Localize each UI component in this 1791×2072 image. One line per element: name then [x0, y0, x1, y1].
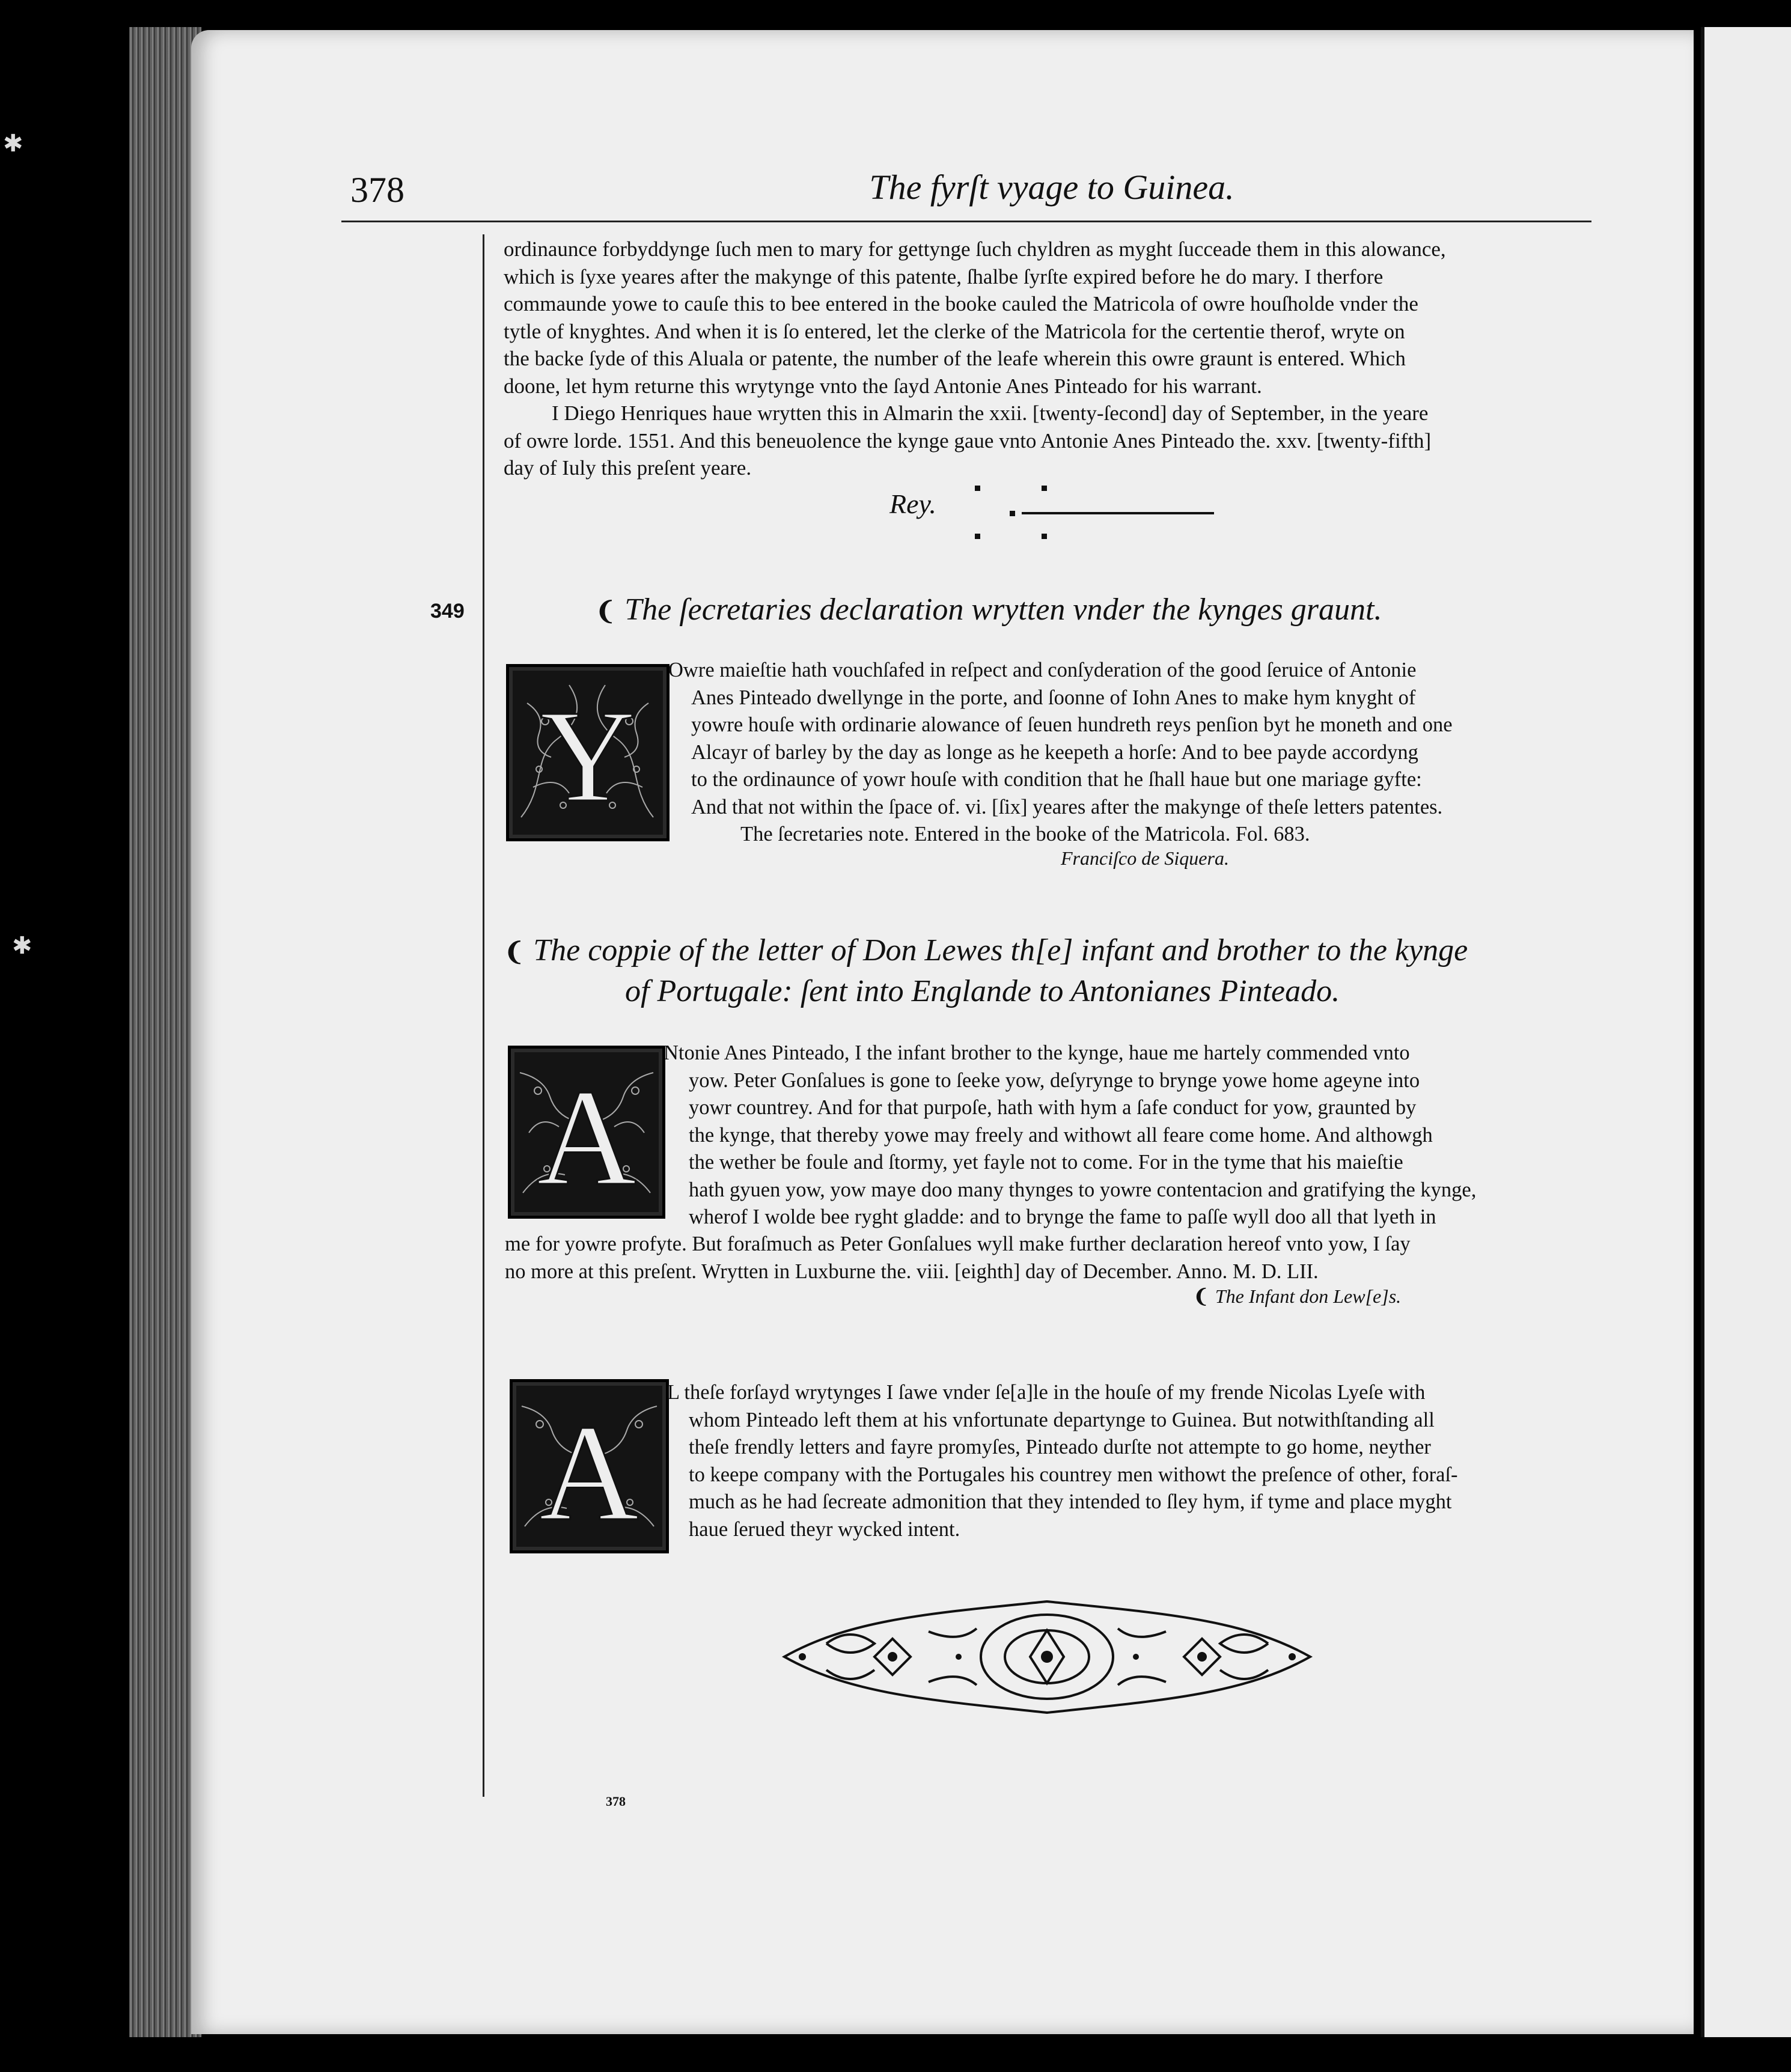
footer-folio: 378 [606, 1794, 626, 1809]
book-page-edges [129, 27, 201, 2037]
section-heading-letter: ❨ The coppie of the letter of Don Lewes th[e] infant and brother to the kynge [504, 933, 1468, 967]
signature-mark [1010, 511, 1015, 516]
secretaries-note: The ſecretaries note. Entered in the booke of the Matricola. Fol. 683. [740, 823, 1310, 846]
letter-paragraph-continued [505, 1231, 1591, 1285]
margin-page-number: 349 [430, 600, 465, 623]
text-line: Anes Pinteado dwellynge in the porte, and ſoonne of Iohn Anes to make hym knyght of [691, 686, 1416, 709]
text-line: I Diego Henriques haue wrytten this in Almarin the xxii. [twenty-ſecond] day of September, in the yeare [552, 401, 1429, 425]
text-line: wherof I wolde bee ryght gladde: and to brynge the fame to paſſe wyll doo all that lyeth in [689, 1205, 1436, 1228]
text-line: whom Pinteado left them at his vnfortunate departynge to Guinea. But notwithſtanding all [689, 1408, 1435, 1431]
text-line: the wether be foule and ſtormy, yet fayle not to come. For in the tyme that his maieſtie [689, 1151, 1403, 1174]
signature-rule [1022, 512, 1214, 514]
patent-paragraph [504, 236, 1591, 400]
closing-paragraph [667, 1379, 1591, 1543]
signature-mark [1042, 486, 1047, 491]
text-line: yowr countrey. And for that purpoſe, hath with hym a ſafe conduct for yow, graunted by [689, 1096, 1417, 1119]
text-line: to the ordinaunce of yowr houſe with condition that he ſhall haue but one mariage gyfte: [691, 768, 1422, 791]
scan-speck: ✱ [3, 130, 23, 157]
text-line: much as he had ſecreate admonition that they intended to ſley hym, if tyme and place myght [689, 1490, 1452, 1513]
svg-text:A: A [536, 1061, 637, 1214]
text-line: Owre maieſtie hath vouchſafed in reſpect and conſyderation of the good ſeruice of Antonie [668, 659, 1417, 681]
floral-initial-icon [513, 1382, 666, 1550]
margin-rule [483, 234, 484, 1797]
rey-signature: Rey. [889, 489, 936, 519]
signature-siquera: Franciſco de Siquera. [1061, 847, 1229, 869]
diego-paragraph [504, 400, 1591, 482]
pilcrow-icon: ❨ [1193, 1285, 1209, 1307]
signature-mark [1042, 534, 1047, 539]
scan-speck: ✱ [12, 932, 32, 959]
decorated-initial-y [506, 664, 670, 841]
text-line: tytle of knyghtes. And when it is ſo entered, let the clerke of the Matricola for the certentie therof, wryte on [504, 319, 1405, 343]
text-line: the kynge, that thereby yowe may freely and withowt all feare come home. And althowgh [689, 1123, 1433, 1147]
text-line: And that not within the ſpace of. vi. [ſix] yeares after the makynge of theſe letters patentes. [691, 795, 1443, 818]
letter-paragraph [664, 1040, 1591, 1231]
page-folio: 378 [350, 170, 404, 210]
facing-page-edge [1701, 27, 1791, 2037]
section-heading-letter-line2: of Portugale: ſent into Englande to Antonianes Pinteado. [625, 974, 1340, 1008]
text-line: commaunde yowe to cauſe this to bee entered in the booke cauled the Matricola of owre houſholde vnder the [504, 292, 1418, 315]
text-line: day of Iuly this preſent yeare. [504, 456, 752, 480]
text-line: hath gyuen yow, yow maye doo many thynges to yowre contentacion and gratifying the kynge, [689, 1178, 1477, 1201]
svg-text:Y: Y [540, 683, 636, 829]
running-title: The fyrſt vyage to Guinea. [869, 168, 1234, 207]
text-line: doone, let hym returne this wrytynge vnto the ſayd Antonie Anes Pinteado for his warrant. [504, 374, 1262, 398]
section-heading-secretaries: ❨ The ſecretaries declaration wrytten vnder the kynges graunt. [595, 593, 1382, 627]
text-line: yowre houſe with ordinarie alowance of ſeuen hundreth reys penſion byt he moneth and one [691, 713, 1453, 736]
text-line: Ntonie Anes Pinteado, I the infant brother to the kynge, haue me hartely commended vnto [664, 1041, 1410, 1064]
text-line: of owre lorde. 1551. And this beneuolence the kynge gaue vnto Antonie Anes Pinteado the. xxv. [twenty-fifth] [504, 428, 1432, 452]
floral-initial-icon [511, 1049, 662, 1216]
pilcrow-icon: ❨ [595, 598, 617, 626]
text-line: Alcayr of barley by the day as longe as he keepeth a horſe: And to bee payde accordyng [691, 740, 1418, 764]
decorated-initial-a [508, 1046, 665, 1219]
ornament-icon [778, 1595, 1316, 1719]
pilcrow-icon: ❨ [504, 939, 525, 966]
svg-text:A: A [539, 1396, 639, 1549]
decorated-initial-a-second [510, 1379, 669, 1553]
header-rule [341, 221, 1591, 222]
text-line: to keepe company with the Portugales his countrey men withowt the preſence of other, foraſ- [689, 1463, 1458, 1486]
text-line: theſe frendly letters and fayre promyſes, Pinteado durſte not attempte to go home, neyther [689, 1436, 1431, 1458]
text-line: ordinaunce forbyddynge ſuch men to mary for gettynge ſuch chyldren as myght ſucceade them in this alowance, [504, 237, 1446, 261]
secretaries-paragraph [668, 657, 1591, 849]
text-line: yow. Peter Gonſalues is gone to ſeeke yow, deſyrynge to brynge yowe home ageyne into [689, 1068, 1420, 1092]
text-line: haue ſerued theyr wycked intent. [689, 1517, 960, 1541]
floral-initial-icon [509, 667, 667, 838]
text-line: L theſe forſayd wrytynges I ſawe vnder ſe[a]le in the houſe of my frende Nicolas Lyeſe with [667, 1381, 1426, 1404]
text-line: which is ſyxe yeares after the makynge of this patente, ſhalbe ſyrſte expired before he do mary. I therfore [504, 264, 1384, 288]
tailpiece-ornament [778, 1595, 1316, 1719]
text-line: no more at this preſent. Wrytten in Luxburne the. viii. [eighth] day of December. Anno. M. D. LII. [505, 1260, 1319, 1283]
signature-infant: ❨ The Infant don Lew[e]s. [1193, 1285, 1402, 1307]
signature-mark [975, 486, 980, 491]
text-line: the backe ſyde of this Aluala or patente, the number of the leafe wherein this owre graunt is entered. Which [504, 347, 1406, 370]
signature-mark [975, 534, 980, 539]
text-line: me for yowre profyte. But foraſmuch as Peter Gonſalues wyll make further declaration hereof vnto yow, I ſay [505, 1233, 1411, 1255]
